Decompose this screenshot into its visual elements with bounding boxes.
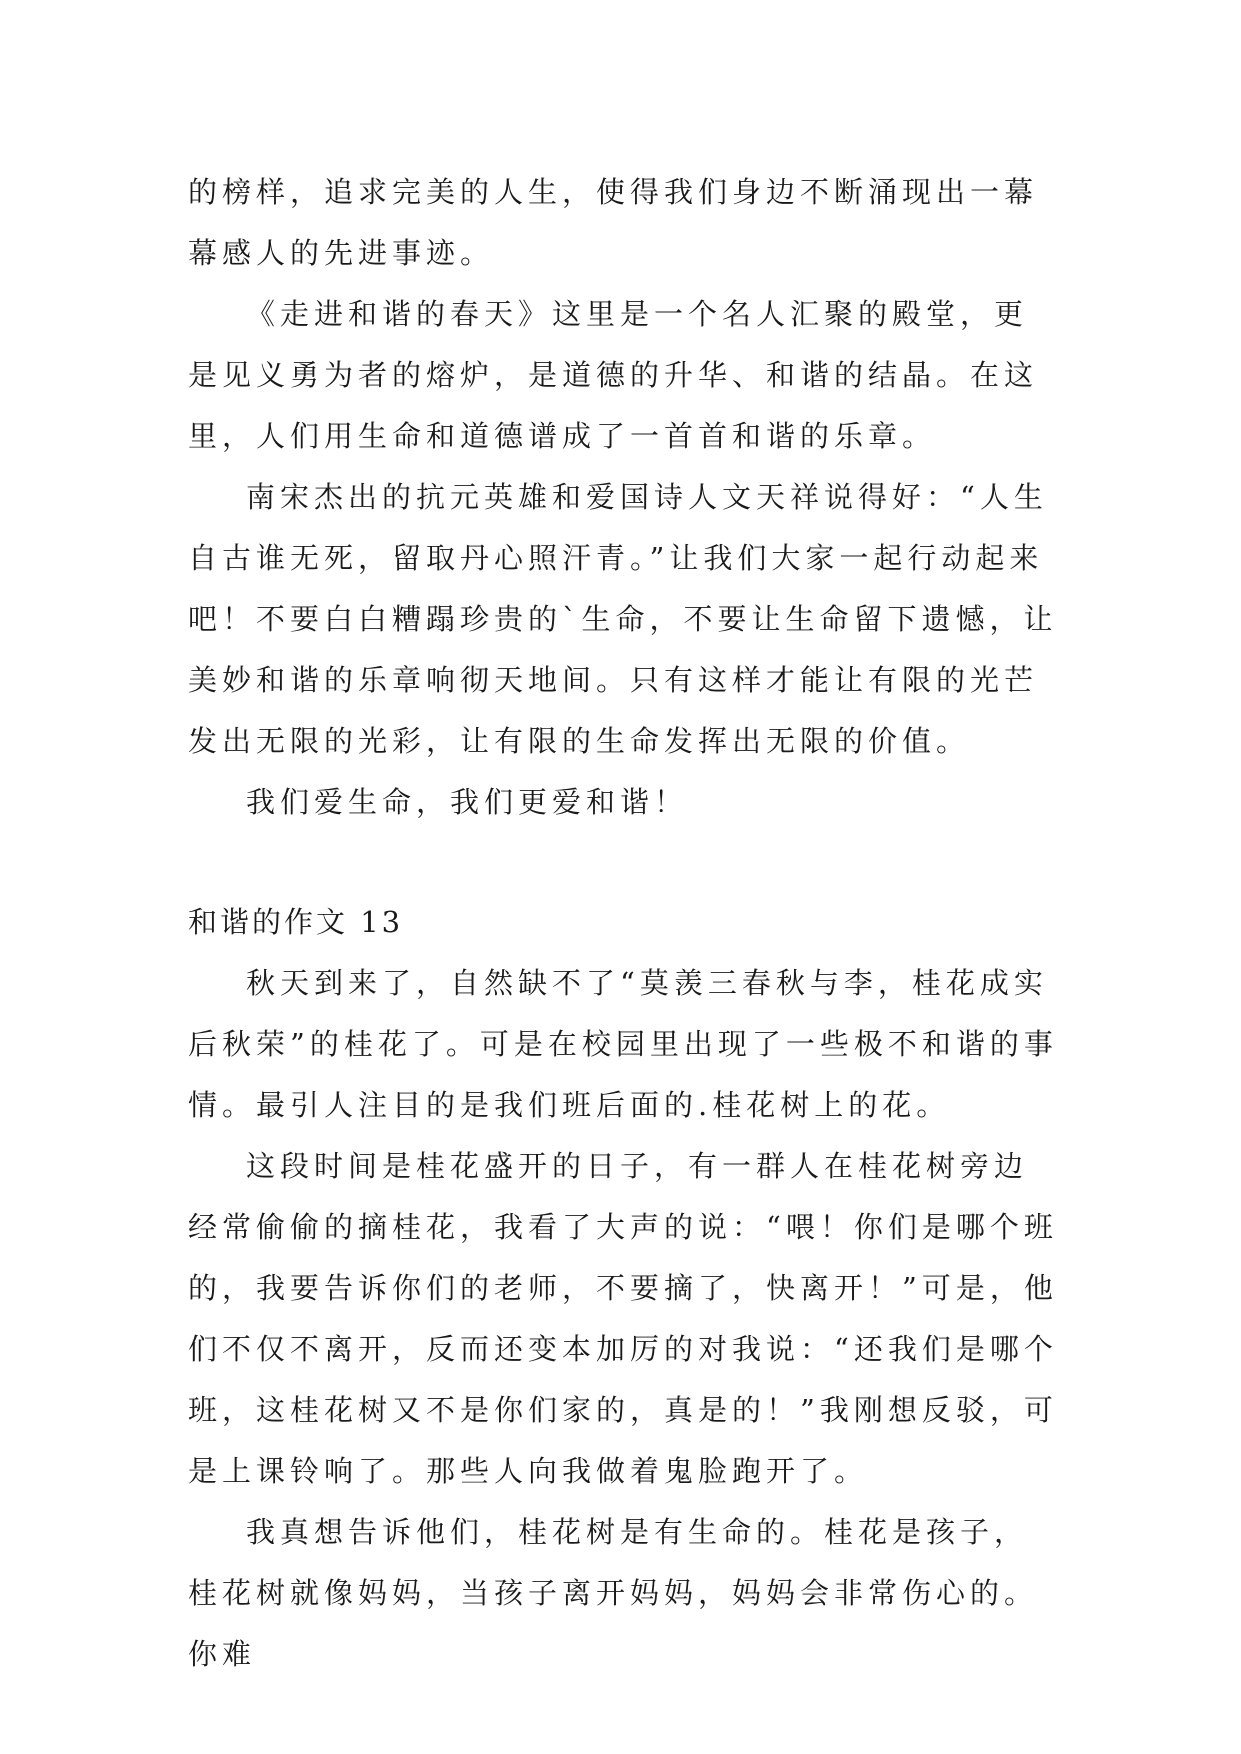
paragraph: 南宋杰出的抗元英雄和爱国诗人文天祥说得好：“人生自古谁无死，留取丹心照汗青。”让我们大家一起行动起来吧！不要白白糟蹋珍贵的`生命，不要让生命留下遗憾，让美妙和谐的乐章响彻天地间。只有这样才能让有限的光芒发出无限的光彩，让有限的生命发挥出无限的价值。: [188, 480, 1058, 758]
section-title: 和谐的作文 13: [188, 905, 404, 939]
paragraph: 我们爱生命，我们更爱和谐！: [246, 785, 689, 819]
paragraph: 这段时间是桂花盛开的日子，有一群人在桂花树旁边经常偷偷的摘桂花，我看了大声的说：“喂！你们是哪个班的，我要告诉你们的老师，不要摘了，快离开！”可是，他们不仅不离开，反而还变本加厉的对我说：“还我们是哪个班，这桂花树又不是你们家的，真是的！”我刚想反驳，可是上课铃响了。那些人向我做着鬼脸跑开了。: [188, 1149, 1058, 1488]
paragraph: 《走进和谐的春天》这里是一个名人汇聚的殿堂，更是见义勇为者的熔炉，是道德的升华、和谐的结晶。在这里，人们用生命和道德谱成了一首首和谐的乐章。: [188, 297, 1039, 453]
paragraph: 的榜样，追求完美的人生，使得我们身边不断涌现出一幕幕感人的先进事迹。: [188, 175, 1039, 270]
paragraph: 我真想告诉他们，桂花树是有生命的。桂花是孩子，桂花树就像妈妈，当孩子离开妈妈，妈妈会非常伤心的。你难: [188, 1515, 1039, 1671]
section-spacer: [188, 833, 1058, 892]
paragraph: 秋天到来了，自然缺不了“莫羡三春秋与李，桂花成实后秋荣”的桂花了。可是在校园里出现了一些极不和谐的事情。最引人注目的是我们班后面的.桂花树上的花。: [188, 966, 1058, 1122]
body-text: [188, 162, 1058, 1685]
